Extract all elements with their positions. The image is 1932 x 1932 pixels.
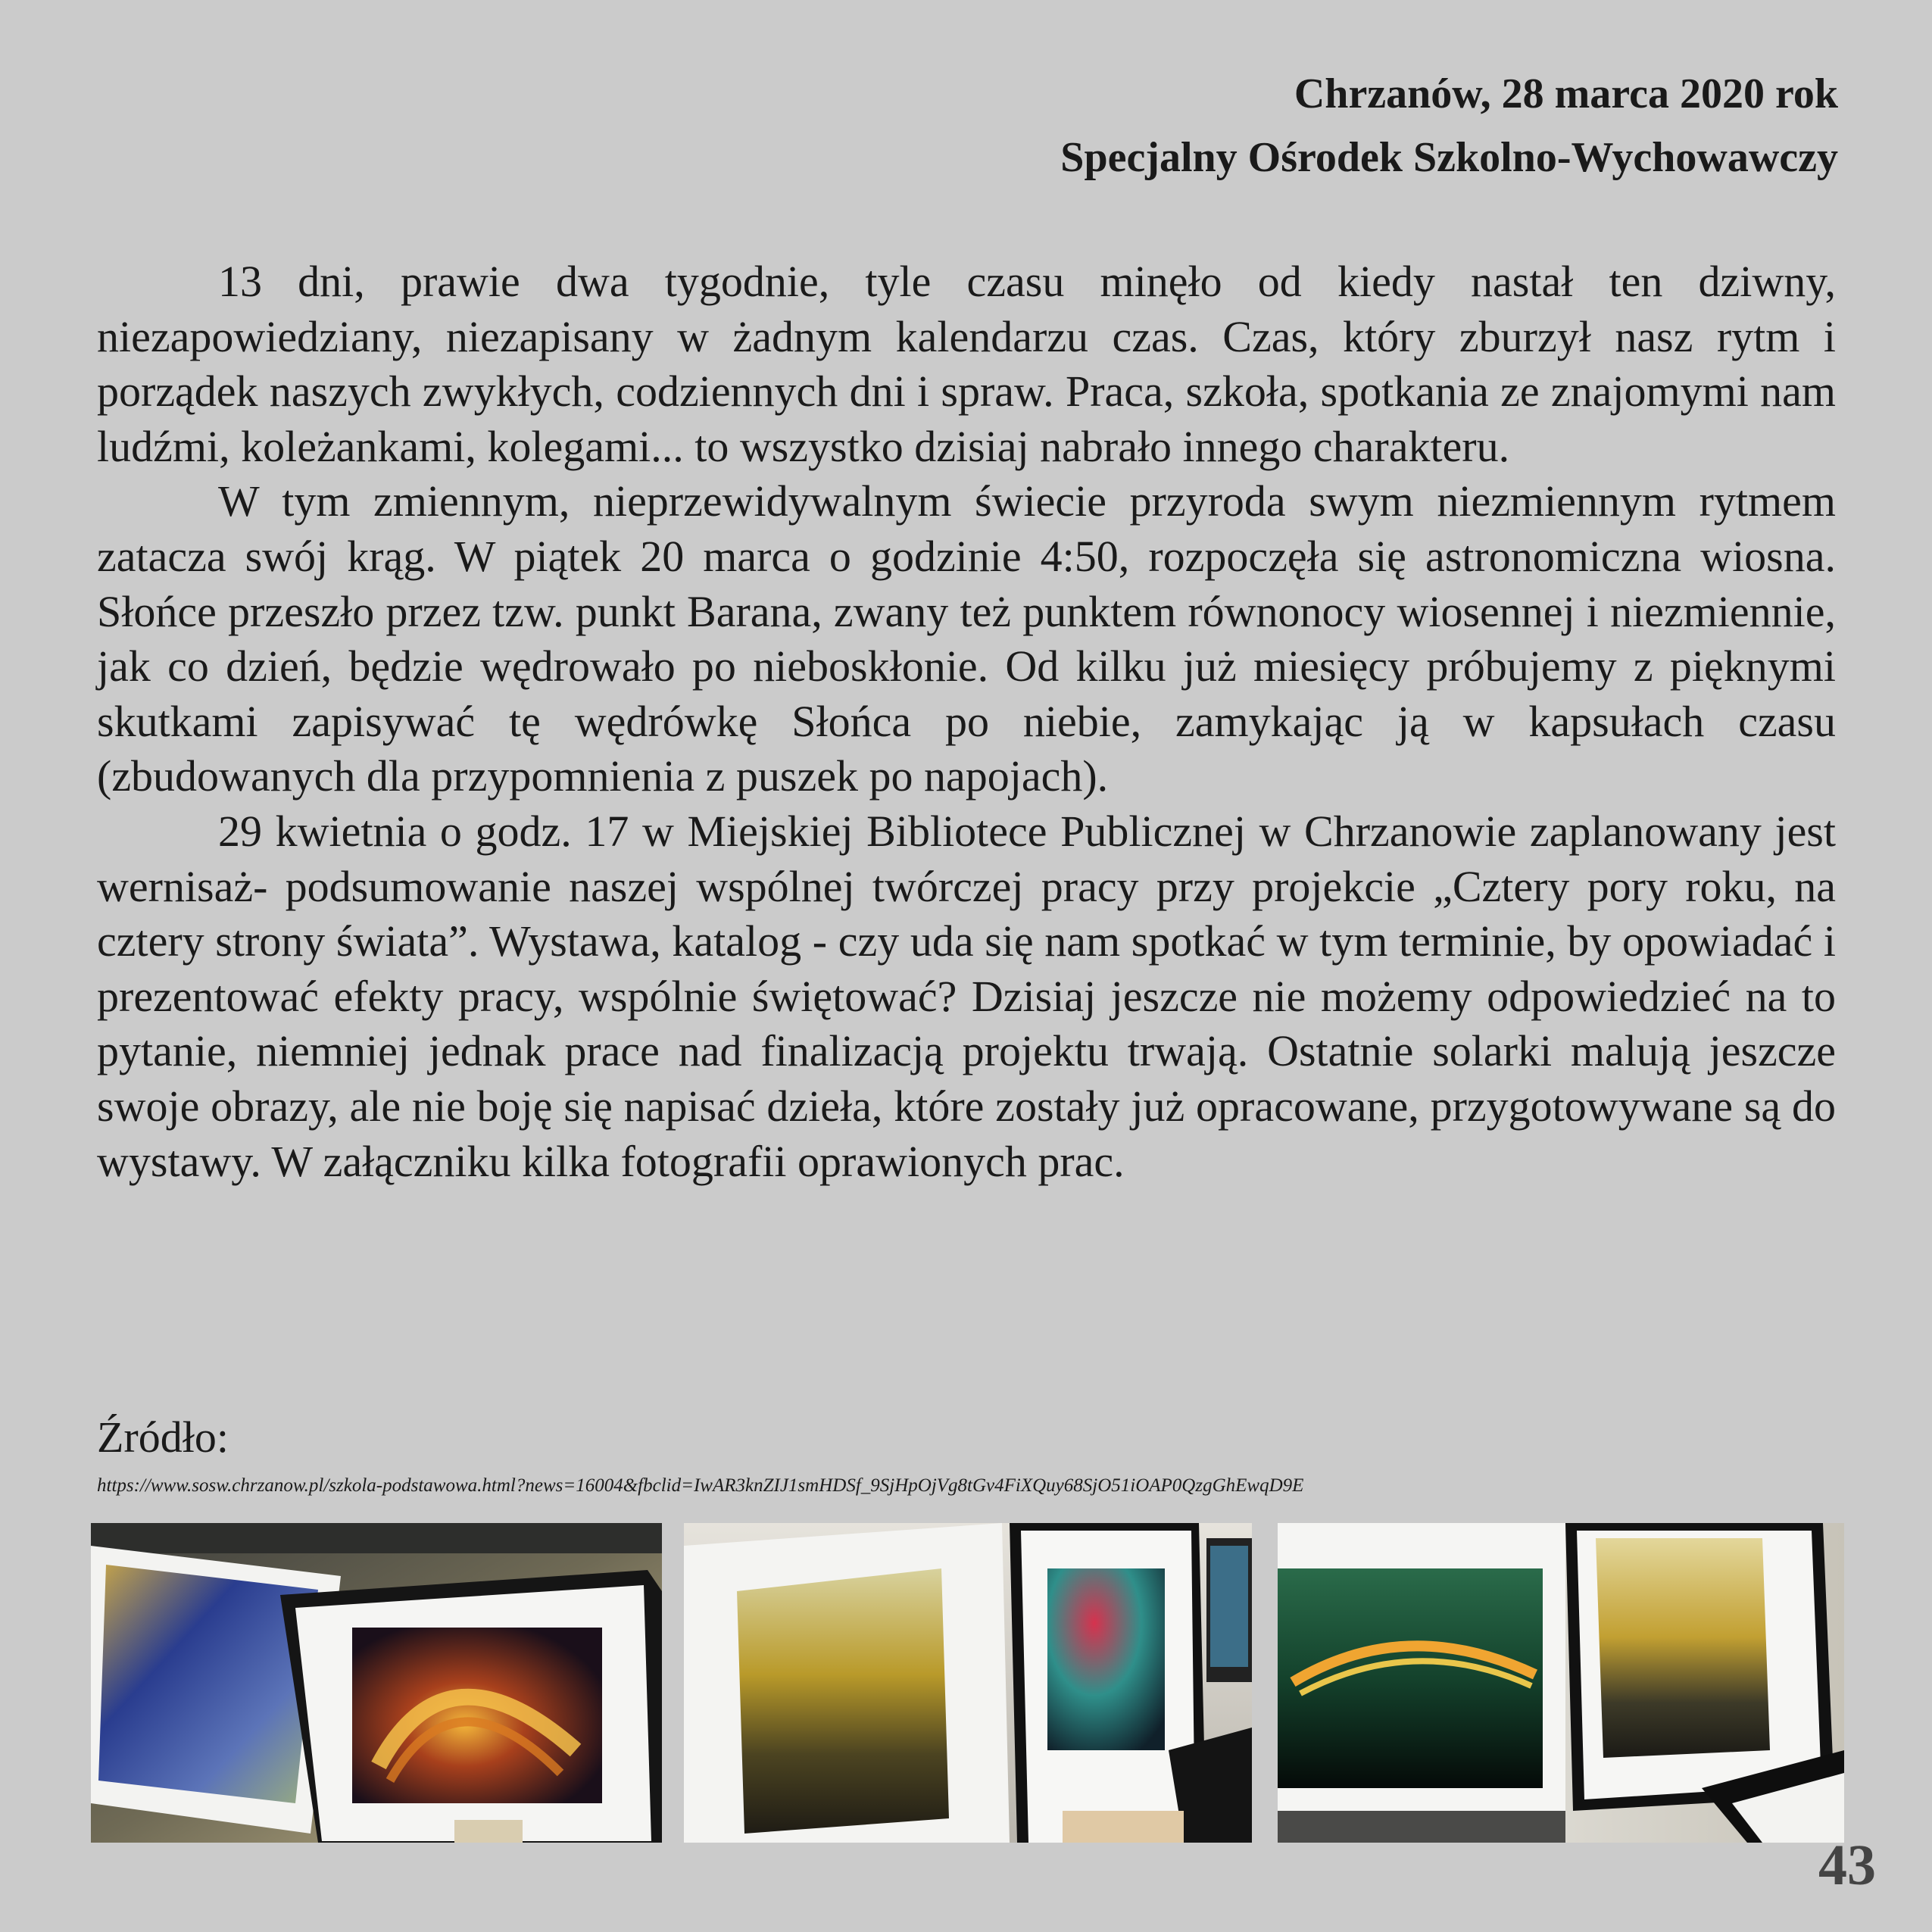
- source-label: Źródło:: [97, 1412, 229, 1462]
- place-date: Chrzanów, 28 marca 2020 rok: [1294, 70, 1838, 117]
- photo-framed-prints-3: [1278, 1523, 1844, 1843]
- article-body: [97, 254, 1836, 1189]
- paragraph-1: 13 dni, prawie dwa tygodnie, tyle czasu minęło od kiedy nastał ten dziwny, niezapowiedziany, niezapisany w żadnym kalendarzu czas. Czas, który zburzył nasz rytm i porządek naszych zwykłych, codziennych dni i spraw. Praca, szkoła, spotkania ze znajomymi nam ludźmi, koleżankami, kolegami... to wszystko dzisiaj nabrało innego charakteru.: [97, 257, 1836, 471]
- paragraph-2: W tym zmiennym, nieprzewidywalnym świecie przyroda swym niezmiennym rytmem zatacza swój krąg. W piątek 20 marca o godzinie 4:50, rozpoczęła się astronomiczna wiosna. Słońce przeszło przez tzw. punkt Barana, zwany też punktem równonocy wiosennej i niezmiennie, jak co dzień, będzie wędrowało po nieboskłonie. Od kilku już miesięcy próbujemy z pięknymi skutkami zapisywać tę wędrówkę Słońca po niebie, zamykając ją w kapsułach czasu (zbudowanych dla przypomnienia z puszek po napojach).: [97, 476, 1836, 801]
- source-url[interactable]: https://www.sosw.chrzanow.pl/szkola-podstawowa.html?news=16004&fbclid=IwAR3knZIJ1smHDSf_9SjHpOjVg8tGv4FiXQuy68SjO51iOAP0QzgGhEwqD9E: [97, 1475, 1304, 1496]
- photo-framed-prints-1: [91, 1523, 662, 1843]
- paragraph-3: 29 kwietnia o godz. 17 w Miejskiej Bibliotece Publicznej w Chrzanowie zaplanowany jest wernisaż- podsumowanie naszej wspólnej twórczej pracy przy projekcie „Cztery pory roku, na cztery strony świata”. Wystawa, katalog - czy uda się nam spotkać w tym terminie, by opowiadać i prezentować efekty pracy, wspólnie świętować? Dzisiaj jeszcze nie możemy odpowiedzieć na to pytanie, niemniej jednak prace nad finalizacją projektu trwają. Ostatnie solarki malują jeszcze swoje obrazy, ale nie boję się napisać dzieła, które zostały już opracowane, przygotowywane są do wystawy. W załączniku kilka fotografii oprawionych prac.: [97, 806, 1836, 1186]
- institution-name: Specjalny Ośrodek Szkolno-Wychowawczy: [1060, 134, 1838, 181]
- document-header: [1060, 62, 1838, 189]
- photo-framed-prints-2: [684, 1523, 1252, 1843]
- page-number: 43: [1818, 1834, 1876, 1897]
